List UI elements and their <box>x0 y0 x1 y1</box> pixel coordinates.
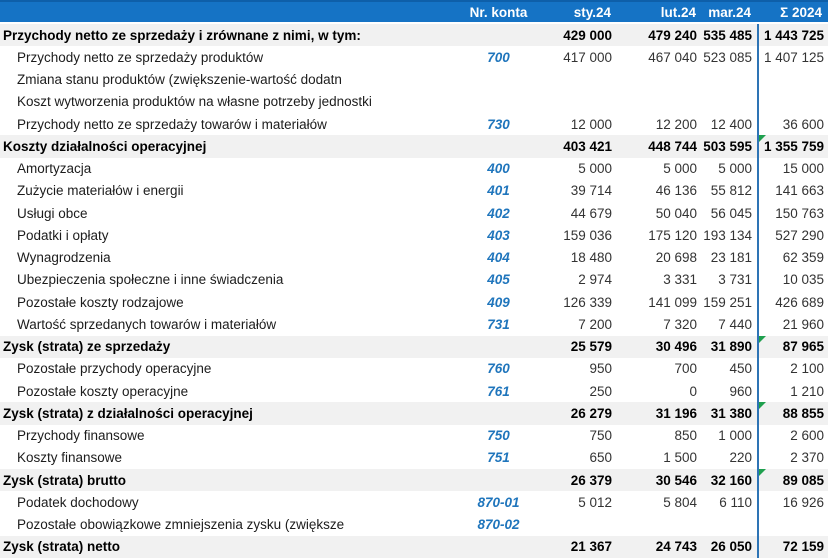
value-cell-mar[interactable]: 159 251 <box>703 294 752 310</box>
table-row <box>0 46 828 68</box>
account-number-cell[interactable]: 731 <box>487 316 510 332</box>
row-label-cell[interactable]: Zysk (strata) z działalności operacyjnej <box>3 405 253 421</box>
value-cell-feb[interactable] <box>617 514 702 536</box>
table-row <box>0 358 828 380</box>
row-label-cell[interactable]: Przychody finansowe <box>17 428 145 444</box>
row-label-cell[interactable]: Koszty działalności operacyjnej <box>3 138 207 154</box>
account-number-cell[interactable] <box>452 402 545 424</box>
table-row <box>0 24 828 46</box>
value-cell-mar[interactable]: 503 595 <box>703 138 752 154</box>
value-cell-mar[interactable]: 960 <box>729 383 752 399</box>
row-label-cell[interactable]: Pozostałe koszty rodzajowe <box>17 294 184 310</box>
value-cell-mar[interactable] <box>702 91 757 113</box>
sum-cell-2024[interactable]: 87 965 <box>757 336 828 358</box>
table-row <box>0 447 828 469</box>
account-number-cell[interactable]: 403 <box>487 227 510 243</box>
row-label-cell[interactable]: Amortyzacja <box>17 161 92 177</box>
value-cell-mar[interactable]: 220 <box>729 450 752 466</box>
sum-cell-2024[interactable]: 16 926 <box>757 491 828 513</box>
column-header-mar[interactable]: mar.24 <box>708 4 751 20</box>
row-label-cell[interactable]: Zużycie materiałów i energii <box>17 183 184 199</box>
value-cell-feb[interactable]: 5 000 <box>663 161 697 177</box>
table-row <box>0 514 828 536</box>
account-number-cell[interactable] <box>452 536 545 558</box>
account-number-cell[interactable]: 761 <box>487 383 510 399</box>
value-cell-mar[interactable] <box>702 514 757 536</box>
value-cell-jan[interactable]: 7 200 <box>578 316 612 332</box>
sum-cell-2024[interactable]: 89 085 <box>757 469 828 491</box>
value-cell-jan[interactable]: 750 <box>589 428 612 444</box>
value-cell-jan[interactable]: 2 974 <box>578 272 612 288</box>
value-cell-jan[interactable]: 159 036 <box>563 227 612 243</box>
value-cell-jan[interactable]: 5 000 <box>578 161 612 177</box>
value-cell-feb[interactable]: 3 331 <box>663 272 697 288</box>
value-cell-feb[interactable]: 141 099 <box>648 294 697 310</box>
value-cell-mar[interactable]: 55 812 <box>710 183 752 199</box>
value-cell-jan[interactable] <box>545 69 617 91</box>
sum-cell-2024[interactable]: 527 290 <box>757 224 828 246</box>
sum-cell-2024[interactable]: 2 370 <box>757 447 828 469</box>
table-row <box>0 135 828 157</box>
row-label-cell[interactable]: Usługi obce <box>17 205 88 221</box>
table-row <box>0 313 828 335</box>
account-number-cell[interactable]: 401 <box>487 183 510 199</box>
account-number-cell[interactable]: 700 <box>487 49 510 65</box>
table-row <box>0 402 828 424</box>
sum-cell-2024[interactable] <box>757 69 828 91</box>
sum-cell-2024[interactable]: 1 407 125 <box>757 46 828 68</box>
sum-cell-2024[interactable]: 1 210 <box>757 380 828 402</box>
table-row <box>0 158 828 180</box>
sum-cell-2024[interactable]: 21 960 <box>757 313 828 335</box>
sum-cell-2024[interactable]: 10 035 <box>757 269 828 291</box>
account-number-cell[interactable] <box>452 135 545 157</box>
value-cell-jan[interactable]: 12 000 <box>570 116 612 132</box>
value-cell-jan[interactable]: 417 000 <box>563 49 612 65</box>
row-label-cell[interactable]: Zmiana stanu produktów (zwiększenie-wartość dodatn <box>17 72 342 88</box>
value-cell-feb[interactable] <box>617 91 702 113</box>
value-cell-feb[interactable]: 31 196 <box>655 405 697 421</box>
value-cell-jan[interactable]: 21 367 <box>570 539 612 555</box>
row-label-cell[interactable]: Zysk (strata) ze sprzedaży <box>3 339 171 355</box>
header-row <box>0 0 828 24</box>
value-cell-jan[interactable]: 126 339 <box>563 294 612 310</box>
value-cell-mar[interactable]: 523 085 <box>703 49 752 65</box>
value-cell-mar[interactable]: 535 485 <box>703 27 752 43</box>
value-cell-mar[interactable]: 26 050 <box>710 539 752 555</box>
table-row <box>0 291 828 313</box>
row-label-cell[interactable]: Podatek dochodowy <box>17 494 139 510</box>
value-cell-feb[interactable]: 448 744 <box>648 138 697 154</box>
value-cell-jan[interactable]: 44 679 <box>570 205 612 221</box>
value-cell-jan[interactable] <box>545 514 617 536</box>
row-label-cell[interactable]: Przychody netto ze sprzedaży i zrównane z nimi, w tym: <box>3 27 361 43</box>
sum-cell-2024[interactable]: 1 443 725 <box>757 24 828 46</box>
value-cell-feb[interactable]: 1 500 <box>663 450 697 466</box>
table-row <box>0 113 828 135</box>
table-row <box>0 247 828 269</box>
sum-cell-2024[interactable]: 62 359 <box>757 247 828 269</box>
value-cell-feb[interactable]: 20 698 <box>655 250 697 266</box>
value-cell-feb[interactable]: 700 <box>674 361 697 377</box>
value-cell-mar[interactable]: 23 181 <box>710 250 752 266</box>
value-cell-jan[interactable]: 25 579 <box>570 339 612 355</box>
table-row <box>0 425 828 447</box>
sum-cell-2024[interactable] <box>757 514 828 536</box>
account-number-cell[interactable] <box>452 24 545 46</box>
value-cell-jan[interactable]: 5 012 <box>578 494 612 510</box>
value-cell-jan[interactable]: 39 714 <box>570 183 612 199</box>
value-cell-mar[interactable]: 56 045 <box>710 205 752 221</box>
value-cell-mar[interactable]: 193 134 <box>703 227 752 243</box>
row-label-cell[interactable]: Podatki i opłaty <box>17 227 109 243</box>
account-number-cell[interactable] <box>452 91 545 113</box>
sum-cell-2024[interactable] <box>757 91 828 113</box>
value-cell-mar[interactable]: 450 <box>729 361 752 377</box>
value-cell-feb[interactable]: 850 <box>674 428 697 444</box>
table-row <box>0 336 828 358</box>
row-label-cell[interactable]: Koszt wytworzenia produktów na własne potrzeby jednostki <box>17 94 372 110</box>
account-number-cell[interactable]: 409 <box>487 294 510 310</box>
value-cell-feb[interactable]: 12 200 <box>655 116 697 132</box>
account-number-cell[interactable] <box>452 336 545 358</box>
account-number-cell[interactable]: 402 <box>487 205 510 221</box>
sum-cell-2024[interactable]: 88 855 <box>757 402 828 424</box>
table-row <box>0 224 828 246</box>
value-cell-jan[interactable]: 18 480 <box>570 250 612 266</box>
table-row <box>0 202 828 224</box>
value-cell-jan[interactable]: 26 279 <box>570 405 612 421</box>
value-cell-feb[interactable]: 479 240 <box>648 27 697 43</box>
account-number-cell[interactable] <box>452 469 545 491</box>
value-cell-mar[interactable]: 12 400 <box>710 116 752 132</box>
column-header-feb[interactable]: lut.24 <box>660 4 696 20</box>
account-number-cell[interactable]: 400 <box>487 161 510 177</box>
value-cell-feb[interactable]: 5 804 <box>663 494 697 510</box>
value-cell-mar[interactable]: 32 160 <box>710 472 752 488</box>
sum-cell-2024[interactable]: 36 600 <box>757 113 828 135</box>
column-header-sum-2024[interactable]: Σ 2024 <box>780 4 822 20</box>
row-label-cell[interactable]: Przychody netto ze sprzedaży produktów <box>17 49 264 65</box>
value-cell-feb[interactable]: 175 120 <box>648 227 697 243</box>
row-label-cell[interactable]: Zysk (strata) brutto <box>3 472 127 488</box>
table-row <box>0 69 828 91</box>
value-cell-feb[interactable]: 7 320 <box>663 316 697 332</box>
row-label-cell[interactable]: Zysk (strata) netto <box>3 539 121 555</box>
sum-cell-2024[interactable]: 2 100 <box>757 358 828 380</box>
table-row <box>0 380 828 402</box>
account-number-cell[interactable]: 760 <box>487 361 510 377</box>
sum-cell-2024[interactable]: 150 763 <box>757 202 828 224</box>
table-row <box>0 180 828 202</box>
value-cell-jan[interactable]: 403 421 <box>563 138 612 154</box>
value-cell-jan[interactable]: 950 <box>589 361 612 377</box>
value-cell-mar[interactable]: 3 731 <box>718 272 752 288</box>
account-number-cell[interactable]: 405 <box>487 272 510 288</box>
account-number-cell[interactable]: 750 <box>487 428 510 444</box>
table-body <box>0 24 828 558</box>
column-header-account[interactable]: Nr. konta <box>469 4 528 20</box>
table-row <box>0 469 828 491</box>
value-cell-mar[interactable]: 5 000 <box>718 161 752 177</box>
row-label-cell[interactable]: Pozostałe koszty operacyjne <box>17 383 189 399</box>
table-row <box>0 536 828 558</box>
row-label-cell[interactable]: Przychody netto ze sprzedaży towarów i materiałów <box>17 116 327 132</box>
row-label-cell[interactable]: Wynagrodzenia <box>17 250 111 266</box>
account-number-cell[interactable]: 870-01 <box>477 494 520 510</box>
table-row <box>0 91 828 113</box>
value-cell-jan[interactable]: 650 <box>589 450 612 466</box>
value-cell-feb[interactable] <box>617 69 702 91</box>
value-cell-jan[interactable] <box>545 91 617 113</box>
value-cell-jan[interactable]: 429 000 <box>563 27 612 43</box>
sum-cell-2024[interactable]: 426 689 <box>757 291 828 313</box>
value-cell-mar[interactable]: 31 380 <box>710 405 752 421</box>
row-label-cell[interactable]: Pozostałe przychody operacyjne <box>17 361 212 377</box>
row-label-cell[interactable]: Koszty finansowe <box>17 450 123 466</box>
account-number-cell[interactable]: 404 <box>487 250 510 266</box>
column-header-label[interactable] <box>0 2 452 22</box>
table-row <box>0 491 828 513</box>
account-number-cell[interactable]: 751 <box>487 450 510 466</box>
value-cell-mar[interactable]: 31 890 <box>710 339 752 355</box>
account-number-cell[interactable]: 870-02 <box>477 517 520 533</box>
value-cell-mar[interactable] <box>702 69 757 91</box>
account-number-cell[interactable]: 730 <box>487 116 510 132</box>
value-cell-feb[interactable]: 467 040 <box>648 49 697 65</box>
row-label-cell[interactable]: Ubezpieczenia społeczne i inne świadczenia <box>17 272 284 288</box>
value-cell-jan[interactable]: 26 379 <box>570 472 612 488</box>
sum-cell-2024[interactable]: 2 600 <box>757 425 828 447</box>
account-number-cell[interactable] <box>452 69 545 91</box>
value-cell-mar[interactable]: 6 110 <box>719 494 752 510</box>
value-cell-feb[interactable]: 50 040 <box>655 205 697 221</box>
value-cell-mar[interactable]: 1 000 <box>718 428 752 444</box>
row-label-cell[interactable]: Pozostałe obowiązkowe zmniejszenia zysku (zwiększe <box>17 517 345 533</box>
sum-cell-2024[interactable]: 1 355 759 <box>757 135 828 157</box>
row-label-cell[interactable]: Wartość sprzedanych towarów i materiałów <box>17 316 277 332</box>
value-cell-feb[interactable]: 46 136 <box>655 183 697 199</box>
value-cell-feb[interactable]: 30 496 <box>655 339 697 355</box>
value-cell-feb[interactable]: 0 <box>689 383 697 399</box>
sum-cell-2024[interactable]: 141 663 <box>757 180 828 202</box>
value-cell-feb[interactable]: 24 743 <box>655 539 697 555</box>
sum-cell-2024[interactable]: 15 000 <box>757 158 828 180</box>
value-cell-jan[interactable]: 250 <box>589 383 612 399</box>
value-cell-mar[interactable]: 7 440 <box>718 316 752 332</box>
value-cell-feb[interactable]: 30 546 <box>655 472 697 488</box>
sum-cell-2024[interactable]: 72 159 <box>757 536 828 558</box>
table-row <box>0 269 828 291</box>
column-header-jan[interactable]: sty.24 <box>573 4 611 20</box>
